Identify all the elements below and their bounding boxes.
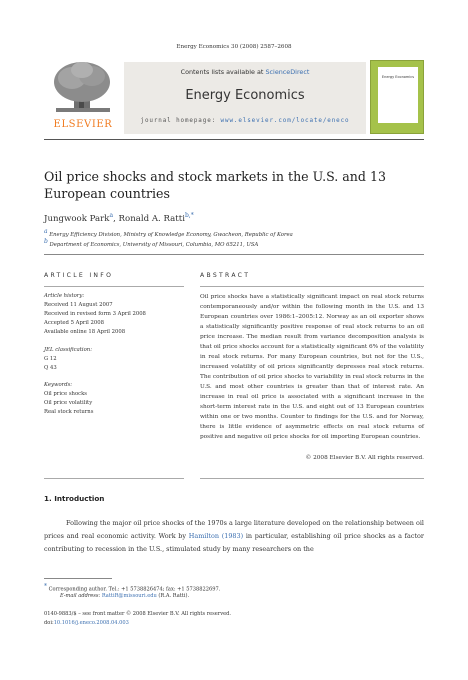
corr-text: Corresponding author. Tel.: +1 5738826474; fax: +1 5738822697. — [47, 586, 221, 593]
affiliation-divider — [44, 254, 424, 255]
abstract-heading: ABSTRACT — [200, 272, 251, 279]
author-list — [44, 212, 194, 224]
hamilton-citation-link[interactable]: Hamilton (1983) — [188, 531, 244, 540]
email-note — [60, 593, 189, 599]
corr-mark: * — [44, 583, 47, 590]
affil-b-text: Department of Economics, University of Missouri, Columbia, MO 65211, USA — [49, 241, 259, 248]
introduction-heading: 1. Introduction — [44, 494, 105, 503]
keyword-2: Oil price volatility — [44, 400, 93, 406]
elsevier-tree-icon — [44, 58, 122, 132]
abstract-text: Oil price shocks have a statistically significant impact on real stock returns contemporaneously and/or within the following month in the U.S. and 13 European countries over 1986:1–2005:12. Norway as an oil exporter shows a statistically significantly positive response of real stock returns to an oil price increase. The median result from variance decomposition analysis is that oil price shocks account for a statistically significant 6% of the volatility in real stock returns. For many European countries, but not for the U.S., increased volatility of oil prices significantly depresses real stock returns. The contribution of oil price shocks to variability in real stock returns in the U.S. and most other countries is greater than that of interest rate. An increase in real oil price is associated with a significant increase in the short-term interest rate in the U.S. and eight out of 13 European countries within one or two months. Counter to findings for the U.S. and for Norway, there is little evidence of asymmetric effects on real stock returns of positive and negative oil price shocks for oil importing European countries. — [200, 294, 424, 440]
author-2-affil-mark[interactable]: b,* — [184, 212, 194, 219]
email-suffix: (R.A. Ratti). — [156, 593, 190, 599]
journal-homepage — [124, 118, 366, 124]
affiliation-b — [44, 238, 258, 248]
cover-title: Energy Economics — [381, 75, 415, 79]
abstract-copyright: © 2008 Elsevier B.V. All rights reserved. — [305, 455, 424, 461]
author-2: Ronald A. Ratti — [118, 213, 185, 224]
footnote-rule — [44, 578, 112, 579]
author-1: Jungwook Park — [44, 213, 110, 224]
received-date: Received 11 August 2007 — [44, 302, 113, 308]
contents-line — [124, 68, 366, 76]
jel-code-2: Q 43 — [44, 365, 57, 371]
journal-cover-thumbnail — [370, 60, 424, 134]
article-info-heading: ARTICLE INFO — [44, 272, 114, 279]
jel-label: JEL classification: — [44, 347, 93, 353]
intro-text-part-1: Following the major oil price shocks of the 1970s a large literature developed on the relationship between oil prices and real economic activity. Work by — [44, 519, 424, 540]
elsevier-wordmark: ELSEVIER — [53, 119, 113, 130]
doi-prefix: doi: — [44, 620, 54, 626]
online-date: Available online 18 April 2008 — [44, 329, 126, 335]
journal-title: Energy Economics — [185, 88, 305, 103]
doi-link[interactable]: 10.1016/j.eneco.2008.04.003 — [53, 620, 129, 626]
journal-reference: Energy Economics 30 (2008) 2587–2608 — [176, 44, 292, 50]
article-title — [44, 168, 424, 202]
sciencedirect-link[interactable]: ScienceDirect — [265, 68, 310, 76]
info-bottom-rule — [44, 478, 184, 479]
accepted-date: Accepted 5 April 2008 — [44, 320, 104, 326]
abstract-rule — [200, 286, 424, 287]
corresponding-author-note — [44, 583, 220, 593]
history-label: Article history: — [44, 293, 85, 299]
keywords-label: Keywords: — [44, 382, 73, 388]
homepage-link[interactable]: www.elsevier.com/locate/eneco — [220, 118, 350, 124]
affil-b-mark: b — [44, 238, 48, 245]
journal-header-band — [124, 62, 366, 134]
keyword-1: Oil price shocks — [44, 391, 88, 397]
intro-text-part-2: in particular, establishing oil price shocks as a factor contributing to recession in the U.S., stimulated study by many researchers on the — [44, 531, 424, 553]
article-info-rule — [44, 286, 184, 287]
affil-a-text: Energy Efficiency Division, Ministry of Knowledge Economy, Gwacheon, Republic of Korea — [49, 231, 293, 238]
author-separator: , — [113, 213, 119, 224]
contents-prefix: Contents lists available at — [180, 68, 266, 76]
issn-line: 0140-9883/$ – see front matter © 2008 Elsevier B.V. All rights reserved. — [44, 611, 231, 617]
affil-a-mark: a — [44, 228, 48, 235]
header-divider — [44, 139, 424, 140]
elsevier-logo — [44, 58, 122, 132]
author-1-affil-mark[interactable]: a — [109, 212, 114, 219]
keyword-3: Real stock returns — [44, 409, 94, 415]
revised-date: Received in revised form 3 April 2008 — [44, 311, 146, 317]
title-line-1: Oil price shocks and stock markets in the U.S. and 13 — [44, 169, 386, 184]
title-line-2: European countries — [44, 186, 170, 201]
homepage-prefix: journal homepage: — [140, 118, 221, 124]
jel-code-1: G 12 — [44, 356, 57, 362]
abstract-bottom-rule — [200, 478, 424, 479]
email-link[interactable]: RattiR@missouri.edu — [101, 593, 157, 599]
email-label: E-mail address: — [60, 593, 102, 599]
affiliation-a — [44, 228, 293, 238]
introduction-paragraph — [44, 517, 424, 555]
doi-line — [44, 620, 129, 626]
